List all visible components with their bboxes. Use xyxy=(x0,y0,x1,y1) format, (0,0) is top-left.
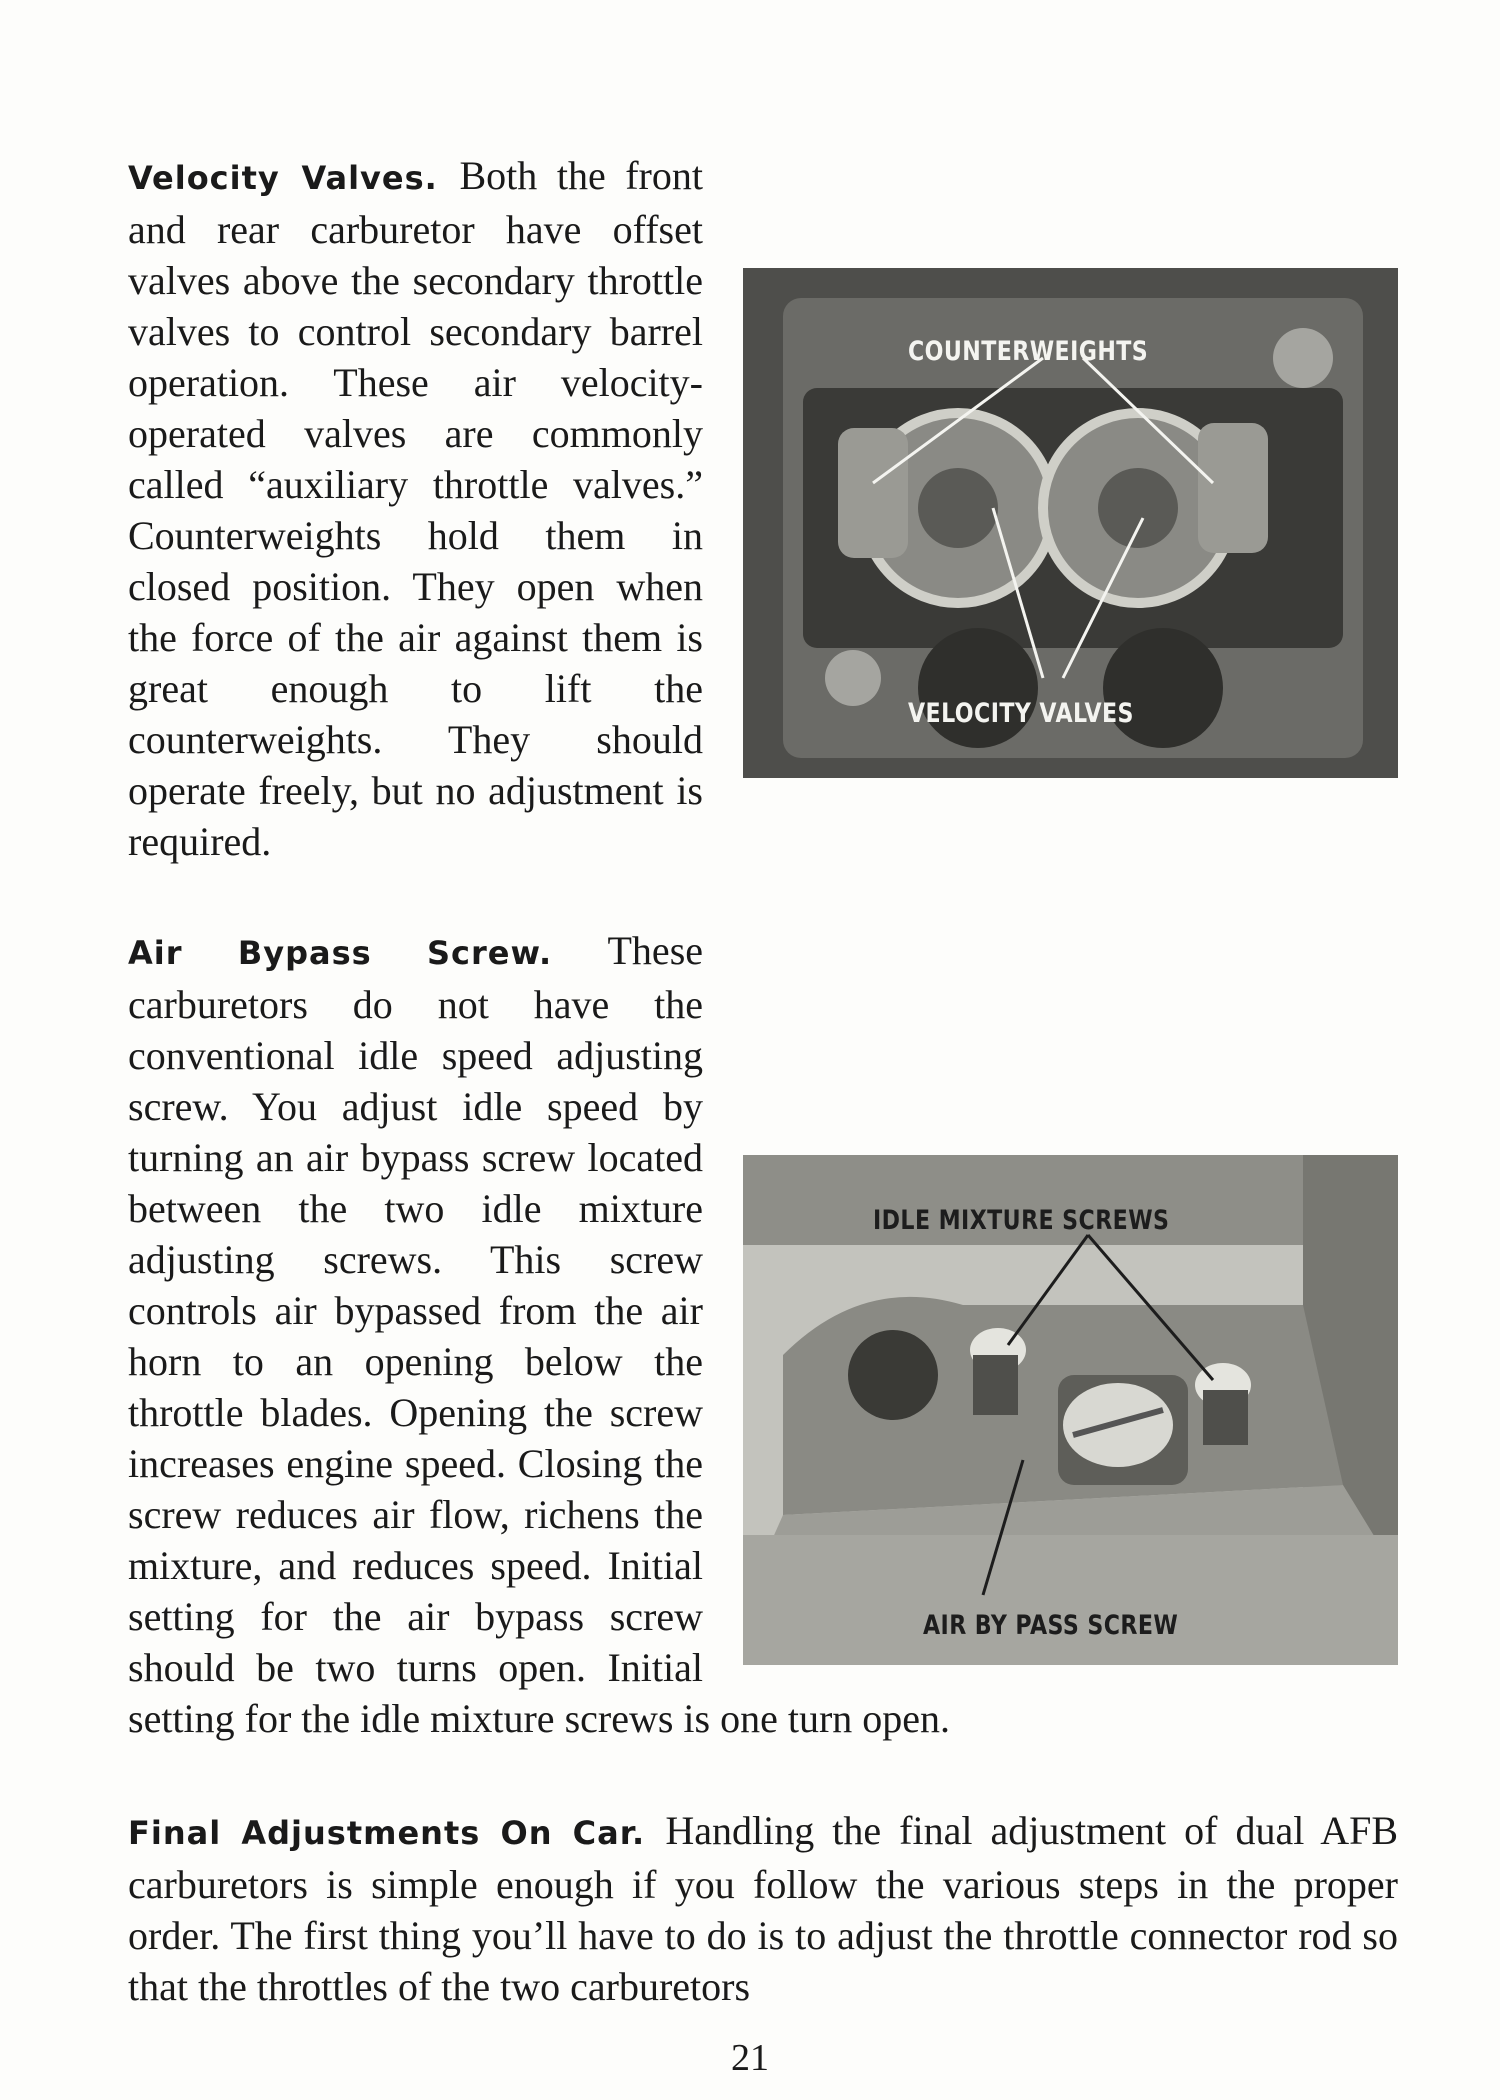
label-counterweights: COUNTERWEIGHTS xyxy=(908,336,1149,367)
figure-counterweights xyxy=(743,268,1398,778)
label-idle-mixture-screws: IDLE MIXTURE SCREWS xyxy=(873,1205,1170,1236)
label-velocity-valves: VELOCITY VALVES xyxy=(908,698,1134,729)
section-velocity-valves xyxy=(128,150,1398,867)
body-final-adjustments: Handling the final adjustment of dual AFB carburetors is simple enough if you follow the various steps in the proper order. The first thing you’ll have to do is to adjust the throttle connector rod so that the throttles of the two carburetors xyxy=(128,1808,1399,2009)
heading-velocity-valves: Velocity Valves. xyxy=(128,159,438,197)
section-air-bypass-screw xyxy=(128,925,1398,1744)
section-final-adjustments xyxy=(128,1805,1398,2012)
heading-air-bypass-screw: Air Bypass Screw. xyxy=(128,934,553,972)
body-air-bypass-screw: These carburetors do not have the conventional idle speed adjusting screw. You adjust idle speed by turning an air bypass screw located between the two idle mixture adjusting screws. This screw controls air bypassed from the air horn to an opening below the throttle blades. Opening the screw increases engine speed. Closing the screw reduces air flow, richens the mixture, and reduces speed. Initial setting for the air bypass screw should be two turns open. Initial setting for the idle mixture screws is one turn open. xyxy=(128,928,951,1741)
label-air-by-pass-screw: AIR BY PASS SCREW xyxy=(923,1610,1179,1641)
body-velocity-valves: Both the front and rear carburetor have offset valves above the secondary throttle valves to control secondary barrel operation. These air velocity-operated valves are commonly called “auxiliary throttle valves.” Counterweights hold them in closed position. They open when the force of the air against them is great enough to lift the counterweights. They should operate freely, but no adjustment is required. xyxy=(128,153,703,864)
figure-idle-mixture xyxy=(743,1155,1398,1665)
heading-final-adjustments: Final Adjustments On Car. xyxy=(128,1814,646,1852)
page-number: 21 xyxy=(731,2037,769,2079)
